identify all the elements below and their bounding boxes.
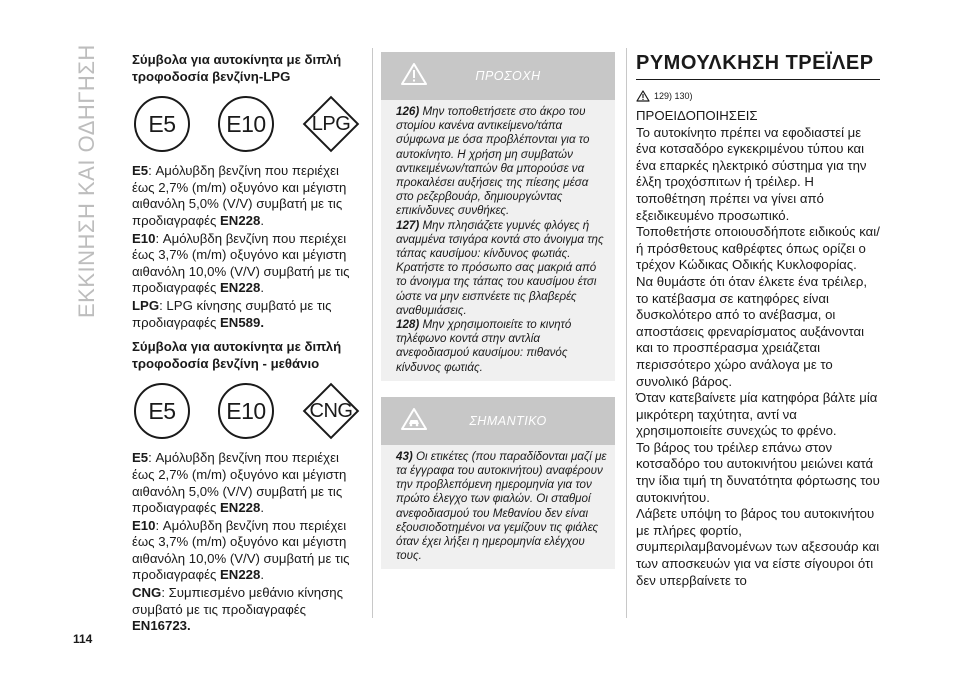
paragraph: Τοποθετήστε οποιουσδήποτε ειδικούς και/ή πρόσθετους καθρέφτες όπως ορίζει ο τρέχον Κώδικας Οδικής Κυκλοφορίας. [636, 224, 880, 273]
caution-item: 126) Μην τοποθετήσετε στο άκρο του στομίου κανένα αντικείμενο/τάπα σύμφωνα με όσα προβλέπονται για το αυτοκίνητο. Η χρήση μη συμβατών αντικειμένων/ταπών θα μπορούσε να προκαλέσει αυξήσεις της πίεσης μέσα στο ρεζερβουάρ, δημιουργώντας επικίνδυνες συνθήκες. [396, 105, 590, 218]
important-title: ΣΗΜΑΝΤΙΚΟ [469, 413, 547, 428]
caution-body [381, 100, 615, 381]
cng-symbols-heading: Σύμβολα για αυτοκίνητα με διπλή τροφοδοσία βενζίνη - μεθάνιο [132, 339, 342, 371]
page-number: 114 [73, 632, 93, 646]
lpg-symbols-row [134, 95, 360, 153]
cng-description: CNG: Συμπιεσμένο μεθάνιο κίνησης συμβατό με τις προδιαγραφές EN16723. [132, 585, 343, 634]
lpg-symbol-label: LPG [311, 112, 351, 135]
paragraph: Να θυμάστε ότι όταν έλκετε ένα τρέιλερ, το κατέβασμα σε κατηφόρες είναι δυσκολότερο από το ανέβασμα, οι αποστάσεις φρεναρίσματος αυξάνονται και το προσπέρασμα χρειάζεται περισσότερο χώρο ανάλογα με το συνολικό βάρος. [636, 273, 868, 389]
lpg-symbols-heading: Σύμβολα για αυτοκίνητα με διπλή τροφοδοσία βενζίνη-LPG [132, 52, 342, 84]
column-divider [372, 48, 373, 618]
lpg-description: LPG: LPG κίνησης συμβατό με τις προδιαγραφές EN589. [132, 297, 332, 330]
cng-symbol [302, 382, 360, 440]
trailer-towing-column [636, 52, 880, 589]
caution-banner [381, 52, 615, 100]
important-item: 43) Οι ετικέτες (που παραδίδονται μαζί με τα έγγραφα του αυτοκινήτου) αναφέρουν την προβλεπόμενη ημερομηνία για τον πρώτο έλεγχο των φιαλών. Οι σταθμοί ανεφοδιασμού του Μεθανίου δεν είναι εξουσιοδοτημένοι να γεμίζουν τις φιάλες όταν έχει λήξει η ημερομηνία ελέγχου τους. [396, 449, 607, 563]
warning-icon [636, 90, 650, 102]
column-divider [626, 48, 627, 618]
section-body [636, 125, 880, 590]
e10-symbol: E10 [218, 96, 274, 152]
e5-description: E5: Αμόλυβδη βενζίνη που περιέχει έως 2,7% (m/m) οξυγόνο και μέγιστη αιθανόλη 5,0% (V/V) συμβατή με τις προδιαγραφές EN228. [132, 163, 347, 228]
lpg-symbol [302, 95, 360, 153]
caution-item: 127) Μην πλησιάζετε γυμνές φλόγες ή αναμμένα τσιγάρα κοντά στο άνοιγμα της τάπας καυσίμου: κίνδυνος φωτιάς. Κρατήστε το πρόσωπο σας μακριά από το άνοιγμα της τάπας του καυσίμου έτσι ώστε να μην εισπνέετε τις βλαβερές αναθυμιάσεις. [396, 218, 604, 317]
e5-description: E5: Αμόλυβδη βενζίνη που περιέχει έως 2,7% (m/m) οξυγόνο και μέγιστη αιθανόλη 5,0% (V/V) συμβατή με τις προδιαγραφές EN228. [132, 450, 347, 516]
paragraph: Το αυτοκίνητο πρέπει να εφοδιαστεί με ένα κοτσαδόρο εγκεκριμένου τύπου και ένα επαρκές ηλεκτρικό σύστημα για την έλξη τροχόσπιτων ή τρέιλερ. Η τοποθέτηση πρέπει να γίνει από εξειδικευμένο προσωπικό. [636, 124, 867, 223]
paragraph: Το βάρος του τρέιλερ επάνω στον κοτσαδόρο του αυτοκινήτου μειώνει κατά την ίδια τιμή τη δυνατότητα φόρτωσης του αυτοκινήτου. [636, 439, 880, 505]
e10-description: E10: Αμόλυβδη βενζίνη που περιέχει έως 3,7% (m/m) οξυγόνο και μέγιστη αιθανόλη 10,0% (V/V) συμβατή με τις προδιαγραφές EN228. [132, 230, 350, 296]
reference-numbers: 129) 130) [654, 91, 693, 101]
important-banner [381, 397, 615, 445]
paragraph: Λάβετε υπόψη το βάρος του αυτοκινήτου με πλήρες φορτίο, συμπεριλαμβανομένων των αξεσουάρ και των αποσκευών για να είστε σίγουροι ότι δεν υπερβαίνετε το [636, 506, 880, 588]
warnings-subheading: ΠΡΟΕΙΔΟΠΟΙΗΣΕΙΣ [636, 108, 758, 123]
section-heading: ΡΥΜΟΥΛΚΗΣΗ ΤΡΕΪΛΕΡ [636, 52, 880, 80]
e10-description: E10: Αμόλυβδη βενζίνη που περιέχει έως 3,7% (m/m) οξυγόνο και μέγιστη αιθανόλη 10,0% (V/V) συμβατή με τις προδιαγραφές EN228. [132, 517, 350, 583]
paragraph: Όταν κατεβαίνετε μία κατηφόρα βάλτε μία μικρότερη ταχύτητα, αντί να χρησιμοποιείτε συνεχώς το φρένο. [636, 390, 878, 439]
caution-item: 128) Μην χρησιμοποιείτε το κινητό τηλέφωνο κοντά στην αντλία ανεφοδιασμού καυσίμου: πιθανός κίνδυνος φωτιάς. [396, 318, 572, 374]
section-title: ΕΚΚΙΝΗΣΗ ΚΑΙ ΟΔΗΓΗΣΗ [74, 44, 99, 318]
caution-title: ΠΡΟΣΟΧΗ [475, 69, 541, 83]
e10-symbol: E10 [218, 383, 274, 439]
fuel-symbols-column [132, 52, 364, 636]
references [636, 90, 880, 102]
e5-symbol: E5 [134, 96, 190, 152]
cng-symbols-row [134, 382, 360, 440]
notes-column [381, 52, 615, 569]
cng-symbol-label: CNG [309, 400, 353, 423]
e5-symbol: E5 [134, 383, 190, 439]
important-body [381, 445, 615, 570]
